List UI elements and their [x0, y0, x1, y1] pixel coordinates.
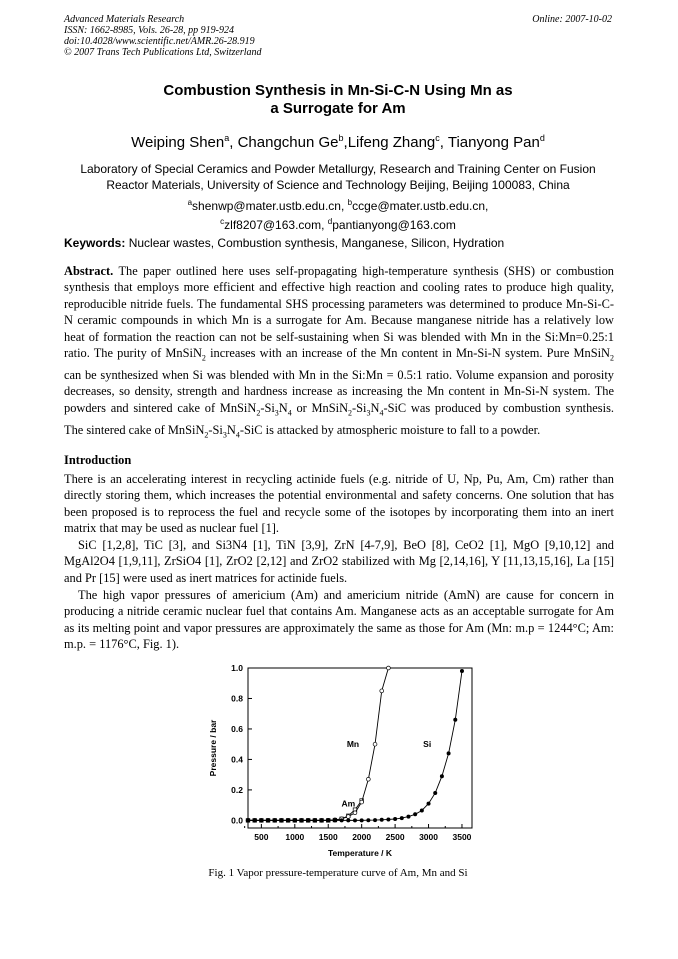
- email-d[interactable]: pantianyong@163.com: [332, 218, 456, 232]
- point-si: [380, 818, 384, 822]
- online-date: Online: 2007-10-02: [532, 14, 612, 25]
- y-axis-label: Pressure / bar: [208, 719, 218, 777]
- journal-header: [64, 14, 262, 58]
- point-si: [340, 818, 344, 822]
- email-a[interactable]: shenwp@mater.ustb.edu.cn,: [192, 199, 345, 213]
- affiliation-line-2: Reactor Materials, University of Science and Technology Beijing, Beijing 100083, China: [106, 178, 570, 192]
- point-si: [406, 815, 410, 819]
- x-tick-label: 2500: [385, 832, 405, 842]
- abstract-label: Abstract.: [64, 264, 114, 278]
- affiliation: [64, 161, 612, 193]
- x-axis-label: Temperature / K: [327, 848, 393, 858]
- doi: doi:10.4028/www.scientific.net/AMR.26-28.919: [64, 36, 255, 47]
- author-sup: c: [435, 133, 440, 143]
- author-name: Weiping Shen: [131, 134, 225, 151]
- point-si: [386, 817, 390, 821]
- abstract: Abstract. The paper outlined here uses self-propagating high-temperature synthesis (SHS) or combustion synthesis that employs more efficient and effective high reaction and cooling rates to produce high quality, reproducible nitride fuels. The fundamental SHS processing parameters was determined to produce Mn-Si-C-N ceramic compounds in which Mn is a surrogate for Am. Because manganese nitride has a relatively low heat of formation the reaction can not be self-sustaining when Si was blended with Mn in the Si:Mn=0.25:1 ratio. The purity of MnSiN$_2$ increases with an increase of the Mn content in Mn-Si-N system. Pure MnSiN$_2$ can be synthesized when Si was blended with Mn in the Si:Mn = 0.5:1 ratio. Volume expansion and porosity decreases, so density, strength and hardness increase as increasing the Mn content in Mn-Si-N system. The powders and sintered cake of $MnSiN_2-Si_3N_4$ or $MnSiN_2-Si_3N_4$-SiC was produced by combustion synthesis. The sintered cake of $MnSiN_2-Si_3N_4$-SiC is attacked by atmospheric moisture to fall to a powder.: [64, 264, 615, 440]
- x-tick-label: 3000: [419, 832, 438, 842]
- author-name: Lifeng Zhang: [347, 134, 436, 151]
- point-si: [306, 818, 310, 822]
- point-mn: [373, 742, 377, 746]
- intro-paragraph-1: There is an accelerating interest in recycling actinide fuels (e.g. nitride of U, Np, Pu, Am, Cm) rather than directly storing them, which increases the potential environmental and safety concerns. One solution that has been proposed is to reprocess the fuel and recycle some of the isotopes by incorporating them into an inert matrix that may be used as nuclear fuel [1].: [64, 472, 614, 536]
- keywords-text: Nuclear wastes, Combustion synthesis, Manganese, Silicon, Hydration: [128, 236, 505, 250]
- keywords: [64, 236, 612, 250]
- vapor-pressure-chart: [200, 660, 490, 865]
- point-si: [299, 818, 303, 822]
- issn: ISSN: 1662-8985, Vols. 26-28, pp 919-924: [64, 25, 234, 36]
- series-line-mn: [248, 668, 388, 820]
- author-sup: a: [224, 133, 230, 143]
- x-tick-label: 1000: [285, 832, 305, 842]
- y-tick-label: 0.6: [231, 723, 243, 734]
- intro-paragraph-3: The high vapor pressures of americium (Am) and americium nitride (AmN) are cause for concern in producing a nitride ceramic nuclear fuel that contains Am. Manganese acts as an acceptable surrogate for Am as its melting point and vapor pressures are approximately the same as those for Am (Mn: m.p = 1244°C; Am: m.p. = 1176°C, Fig. 1).: [64, 588, 614, 652]
- point-si: [393, 817, 397, 821]
- author-sup: d: [539, 133, 545, 143]
- point-si: [266, 818, 270, 822]
- point-si: [259, 818, 263, 822]
- point-si: [293, 818, 297, 822]
- title-line-1: Combustion Synthesis in Mn-Si-C-N Using Mn as: [163, 82, 513, 99]
- x-tick-label: 3500: [452, 832, 472, 842]
- point-si: [427, 802, 431, 806]
- point-si: [400, 816, 404, 820]
- point-si: [333, 818, 337, 822]
- title-line-2: a Surrogate for Am: [270, 100, 406, 117]
- email-b[interactable]: ccge@mater.ustb.edu.cn,: [352, 199, 489, 213]
- copyright: © 2007 Trans Tech Publications Ltd, Switzerland: [64, 47, 262, 58]
- paper-title: [64, 82, 612, 118]
- author-sep: ,: [439, 134, 448, 151]
- author-name: Changchun Ge: [237, 134, 339, 151]
- y-tick-label: 0.2: [231, 784, 243, 795]
- keywords-label: Keywords:: [64, 236, 126, 250]
- email-c[interactable]: zlf8207@163.com,: [224, 218, 325, 232]
- point-si: [346, 818, 350, 822]
- point-mn: [346, 815, 350, 819]
- point-si: [286, 818, 290, 822]
- author-list: [64, 133, 612, 151]
- figure-caption: Fig. 1 Vapor pressure-temperature curve of Am, Mn and Si: [208, 867, 468, 879]
- point-si: [273, 818, 277, 822]
- author-sup: b: [338, 133, 344, 143]
- point-mn: [387, 666, 391, 670]
- series-label-si: Si: [423, 739, 432, 750]
- author-sep: ,: [343, 134, 348, 151]
- point-si: [433, 791, 437, 795]
- point-si: [420, 808, 424, 812]
- point-si: [326, 818, 330, 822]
- y-tick-label: 0.4: [231, 754, 243, 765]
- y-tick-label: 1.0: [231, 663, 243, 673]
- point-si: [453, 718, 457, 722]
- point-mn: [360, 800, 364, 804]
- email-block: $^a$shenwp@mater.ustb.edu.cn, $^b$ccge@mater.ustb.edu.cn, $^c$zlf8207@163.com, $^d$pantianyong@163.com: [187, 198, 489, 232]
- point-mn: [353, 811, 357, 815]
- intro-paragraph-2: SiC [1,2,8], TiC [3], and Si3N4 [1], TiN [3,9], ZrN [4-7,9], BeO [8], CeO2 [1], MgO [9,10,12] and MgAl2O4 [1,9,11], ZrSiO4 [1], ZrO2 [2,12] and ZrO2 stabilized with Mg [2,14,16], Y [11,13,15,16], La [15] and Pr [15] were used as inert matrices for actinide fuels.: [64, 538, 614, 585]
- y-tick-label: 0.0: [231, 815, 243, 826]
- series-label-am: Am: [341, 798, 356, 809]
- author-name: Tianyong Pan: [447, 134, 540, 151]
- point-si: [460, 669, 464, 673]
- journal-name: Advanced Materials Research: [64, 14, 185, 25]
- author-sep: ,: [229, 134, 238, 151]
- point-mn: [380, 689, 384, 693]
- point-si: [313, 818, 317, 822]
- x-tick-label: 1500: [318, 832, 338, 842]
- point-si: [353, 818, 357, 822]
- y-tick-label: 0.8: [231, 693, 243, 704]
- point-si: [320, 818, 324, 822]
- point-si: [447, 751, 451, 755]
- point-si: [246, 818, 250, 822]
- point-si: [253, 818, 257, 822]
- point-si: [413, 812, 417, 816]
- affiliation-line-1: Laboratory of Special Ceramics and Powder Metallurgy, Research and Training Center on Fusion: [80, 162, 596, 176]
- point-si: [440, 774, 444, 778]
- point-si: [279, 818, 283, 822]
- section-heading-introduction: Introduction: [64, 453, 132, 467]
- point-mn: [366, 777, 370, 781]
- x-tick-label: 2000: [352, 832, 372, 842]
- series-label-mn: Mn: [346, 739, 360, 750]
- point-si: [360, 818, 364, 822]
- x-tick-label: 500: [254, 832, 269, 842]
- point-si: [373, 818, 377, 822]
- chart-marks: [246, 666, 464, 822]
- point-si: [366, 818, 370, 822]
